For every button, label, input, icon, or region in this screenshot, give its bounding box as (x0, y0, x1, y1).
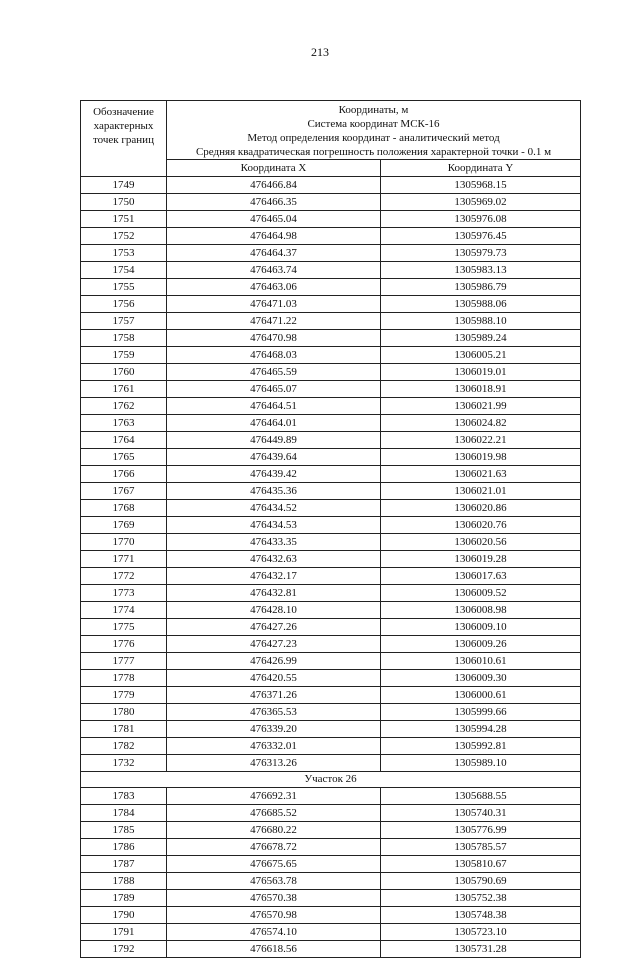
x-coordinate-cell: 476465.04 (167, 211, 381, 228)
y-coordinate-cell: 1306019.98 (381, 449, 581, 466)
x-coordinate-cell: 476439.42 (167, 466, 381, 483)
y-coordinate-cell: 1305986.79 (381, 279, 581, 296)
table-row (81, 296, 581, 313)
point-id-cell: 1776 (81, 636, 167, 653)
x-coordinate-cell: 476471.22 (167, 313, 381, 330)
x-coordinate-cell: 476433.35 (167, 534, 381, 551)
table-row (81, 211, 581, 228)
coordinates-table (80, 100, 581, 958)
x-coordinate-cell: 476471.03 (167, 296, 381, 313)
point-id-cell: 1791 (81, 924, 167, 941)
x-coordinate-cell: 476464.37 (167, 245, 381, 262)
table-row (81, 738, 581, 755)
table-row (81, 262, 581, 279)
x-coordinate-cell: 476420.55 (167, 670, 381, 687)
point-designation-header: Обозначение характерных точек границ (81, 101, 167, 177)
x-coordinate-cell: 476678.72 (167, 839, 381, 856)
y-coordinate-cell: 1305979.73 (381, 245, 581, 262)
x-coordinate-cell: 476463.06 (167, 279, 381, 296)
x-coordinate-cell: 476618.56 (167, 941, 381, 958)
y-coordinate-cell: 1305989.10 (381, 755, 581, 772)
x-coordinate-cell: 476435.36 (167, 483, 381, 500)
section-label: Участок 26 (81, 772, 581, 788)
table-row (81, 873, 581, 890)
y-coordinate-cell: 1306009.10 (381, 619, 581, 636)
y-coordinate-cell: 1306009.30 (381, 670, 581, 687)
x-coordinate-cell: 476339.20 (167, 721, 381, 738)
x-coordinate-cell: 476466.35 (167, 194, 381, 211)
y-coordinate-cell: 1305731.28 (381, 941, 581, 958)
section-row (81, 772, 581, 788)
table-row (81, 822, 581, 839)
y-coordinate-cell: 1305988.10 (381, 313, 581, 330)
x-coordinate-cell: 476680.22 (167, 822, 381, 839)
x-coordinate-cell: 476371.26 (167, 687, 381, 704)
coordinates-header (167, 101, 581, 160)
x-coordinate-cell: 476466.84 (167, 177, 381, 194)
y-coordinate-cell: 1306020.56 (381, 534, 581, 551)
x-coordinate-cell: 476570.98 (167, 907, 381, 924)
page-number: 213 (311, 45, 329, 59)
x-coordinate-cell: 476426.99 (167, 653, 381, 670)
y-coordinate-cell: 1305992.81 (381, 738, 581, 755)
table-row (81, 364, 581, 381)
y-column-header: Координата Y (381, 160, 581, 177)
point-id-cell: 1770 (81, 534, 167, 551)
point-id-cell: 1769 (81, 517, 167, 534)
point-id-cell: 1754 (81, 262, 167, 279)
x-coordinate-cell: 476434.52 (167, 500, 381, 517)
table-row (81, 279, 581, 296)
y-coordinate-cell: 1305785.57 (381, 839, 581, 856)
x-coordinate-cell: 476465.59 (167, 364, 381, 381)
table-header-row (81, 101, 581, 160)
x-coordinate-cell: 476675.65 (167, 856, 381, 873)
y-coordinate-cell: 1306009.26 (381, 636, 581, 653)
table-row (81, 415, 581, 432)
point-id-cell: 1777 (81, 653, 167, 670)
table-row (81, 670, 581, 687)
table-row (81, 398, 581, 415)
header-line-units: Координаты, м (338, 104, 409, 116)
x-coordinate-cell: 476468.03 (167, 347, 381, 364)
y-coordinate-cell: 1305790.69 (381, 873, 581, 890)
point-id-cell: 1756 (81, 296, 167, 313)
y-coordinate-cell: 1305988.06 (381, 296, 581, 313)
table-row (81, 653, 581, 670)
x-coordinate-cell: 476434.53 (167, 517, 381, 534)
table-row (81, 941, 581, 958)
point-id-cell: 1785 (81, 822, 167, 839)
y-coordinate-cell: 1306017.63 (381, 568, 581, 585)
y-coordinate-cell: 1305688.55 (381, 788, 581, 805)
point-id-cell: 1773 (81, 585, 167, 602)
point-id-cell: 1772 (81, 568, 167, 585)
x-coordinate-cell: 476574.10 (167, 924, 381, 941)
x-coordinate-cell: 476432.17 (167, 568, 381, 585)
y-coordinate-cell: 1306018.91 (381, 381, 581, 398)
point-id-cell: 1767 (81, 483, 167, 500)
point-id-cell: 1781 (81, 721, 167, 738)
x-coordinate-cell: 476427.23 (167, 636, 381, 653)
point-id-cell: 1790 (81, 907, 167, 924)
point-id-cell: 1768 (81, 500, 167, 517)
table-row (81, 788, 581, 805)
x-coordinate-cell: 476464.98 (167, 228, 381, 245)
y-coordinate-cell: 1305810.67 (381, 856, 581, 873)
point-id-cell: 1762 (81, 398, 167, 415)
point-id-cell: 1763 (81, 415, 167, 432)
table-row (81, 890, 581, 907)
table-row (81, 856, 581, 873)
y-coordinate-cell: 1306021.63 (381, 466, 581, 483)
table-row (81, 839, 581, 856)
x-coordinate-cell: 476439.64 (167, 449, 381, 466)
table-row (81, 907, 581, 924)
y-coordinate-cell: 1305976.08 (381, 211, 581, 228)
point-id-cell: 1771 (81, 551, 167, 568)
point-id-cell: 1753 (81, 245, 167, 262)
y-coordinate-cell: 1305968.15 (381, 177, 581, 194)
point-id-cell: 1760 (81, 364, 167, 381)
point-id-cell: 1780 (81, 704, 167, 721)
point-id-cell: 1752 (81, 228, 167, 245)
table-row (81, 602, 581, 619)
y-coordinate-cell: 1305994.28 (381, 721, 581, 738)
table-row (81, 432, 581, 449)
y-coordinate-cell: 1306000.61 (381, 687, 581, 704)
table-row (81, 500, 581, 517)
table-row (81, 636, 581, 653)
point-id-cell: 1755 (81, 279, 167, 296)
point-id-cell: 1732 (81, 755, 167, 772)
y-coordinate-cell: 1306005.21 (381, 347, 581, 364)
x-coordinate-cell: 476463.74 (167, 262, 381, 279)
table-row (81, 194, 581, 211)
y-coordinate-cell: 1305989.24 (381, 330, 581, 347)
table-row (81, 687, 581, 704)
y-coordinate-cell: 1306021.01 (381, 483, 581, 500)
y-coordinate-cell: 1306021.99 (381, 398, 581, 415)
y-coordinate-cell: 1305740.31 (381, 805, 581, 822)
table-row (81, 619, 581, 636)
y-coordinate-cell: 1306010.61 (381, 653, 581, 670)
x-coordinate-cell: 476432.81 (167, 585, 381, 602)
x-coordinate-cell: 476692.31 (167, 788, 381, 805)
y-coordinate-cell: 1306019.28 (381, 551, 581, 568)
y-coordinate-cell: 1305983.13 (381, 262, 581, 279)
point-id-cell: 1779 (81, 687, 167, 704)
point-id-cell: 1786 (81, 839, 167, 856)
table-row (81, 245, 581, 262)
table-row (81, 313, 581, 330)
y-coordinate-cell: 1306020.86 (381, 500, 581, 517)
table-row (81, 330, 581, 347)
point-id-cell: 1764 (81, 432, 167, 449)
table-row (81, 568, 581, 585)
table-row (81, 483, 581, 500)
table-row (81, 449, 581, 466)
table-row (81, 721, 581, 738)
point-id-cell: 1749 (81, 177, 167, 194)
y-coordinate-cell: 1305999.66 (381, 704, 581, 721)
table-row (81, 585, 581, 602)
table-row (81, 381, 581, 398)
y-coordinate-cell: 1306008.98 (381, 602, 581, 619)
y-coordinate-cell: 1305969.02 (381, 194, 581, 211)
point-id-cell: 1765 (81, 449, 167, 466)
x-coordinate-cell: 476449.89 (167, 432, 381, 449)
x-coordinate-cell: 476427.26 (167, 619, 381, 636)
point-id-cell: 1775 (81, 619, 167, 636)
point-id-cell: 1750 (81, 194, 167, 211)
y-coordinate-cell: 1305976.45 (381, 228, 581, 245)
y-coordinate-cell: 1305723.10 (381, 924, 581, 941)
x-coordinate-cell: 476432.63 (167, 551, 381, 568)
point-id-cell: 1766 (81, 466, 167, 483)
x-coordinate-cell: 476470.98 (167, 330, 381, 347)
point-id-cell: 1783 (81, 788, 167, 805)
point-id-cell: 1784 (81, 805, 167, 822)
x-coordinate-cell: 476464.01 (167, 415, 381, 432)
point-id-cell: 1774 (81, 602, 167, 619)
table-row (81, 466, 581, 483)
x-coordinate-cell: 476465.07 (167, 381, 381, 398)
y-coordinate-cell: 1306022.21 (381, 432, 581, 449)
x-column-header: Координата X (167, 160, 381, 177)
y-coordinate-cell: 1306020.76 (381, 517, 581, 534)
point-id-cell: 1751 (81, 211, 167, 228)
table-row (81, 177, 581, 194)
x-coordinate-cell: 476563.78 (167, 873, 381, 890)
x-coordinate-cell: 476685.52 (167, 805, 381, 822)
header-line-accuracy: Средняя квадратическая погрешность положения характерной точки - 0.1 м (195, 146, 552, 158)
table-row (81, 551, 581, 568)
y-coordinate-cell: 1306019.01 (381, 364, 581, 381)
table-row (81, 704, 581, 721)
header-line-method: Метод определения координат - аналитический метод (247, 132, 500, 144)
x-coordinate-cell: 476332.01 (167, 738, 381, 755)
table-row (81, 517, 581, 534)
point-id-cell: 1787 (81, 856, 167, 873)
point-id-cell: 1782 (81, 738, 167, 755)
point-id-cell: 1761 (81, 381, 167, 398)
point-id-cell: 1789 (81, 890, 167, 907)
y-coordinate-cell: 1305752.38 (381, 890, 581, 907)
table-row (81, 534, 581, 551)
y-coordinate-cell: 1306009.52 (381, 585, 581, 602)
table-row (81, 805, 581, 822)
x-coordinate-cell: 476313.26 (167, 755, 381, 772)
point-id-cell: 1758 (81, 330, 167, 347)
table-row (81, 347, 581, 364)
y-coordinate-cell: 1305776.99 (381, 822, 581, 839)
point-id-cell: 1759 (81, 347, 167, 364)
point-id-cell: 1788 (81, 873, 167, 890)
x-coordinate-cell: 476464.51 (167, 398, 381, 415)
x-coordinate-cell: 476570.38 (167, 890, 381, 907)
point-id-cell: 1778 (81, 670, 167, 687)
point-id-cell: 1792 (81, 941, 167, 958)
y-coordinate-cell: 1305748.38 (381, 907, 581, 924)
table-row (81, 924, 581, 941)
header-line-system: Система координат МСК-16 (307, 118, 440, 130)
y-coordinate-cell: 1306024.82 (381, 415, 581, 432)
table-row (81, 228, 581, 245)
x-coordinate-cell: 476365.53 (167, 704, 381, 721)
table-row (81, 755, 581, 772)
point-id-cell: 1757 (81, 313, 167, 330)
x-coordinate-cell: 476428.10 (167, 602, 381, 619)
